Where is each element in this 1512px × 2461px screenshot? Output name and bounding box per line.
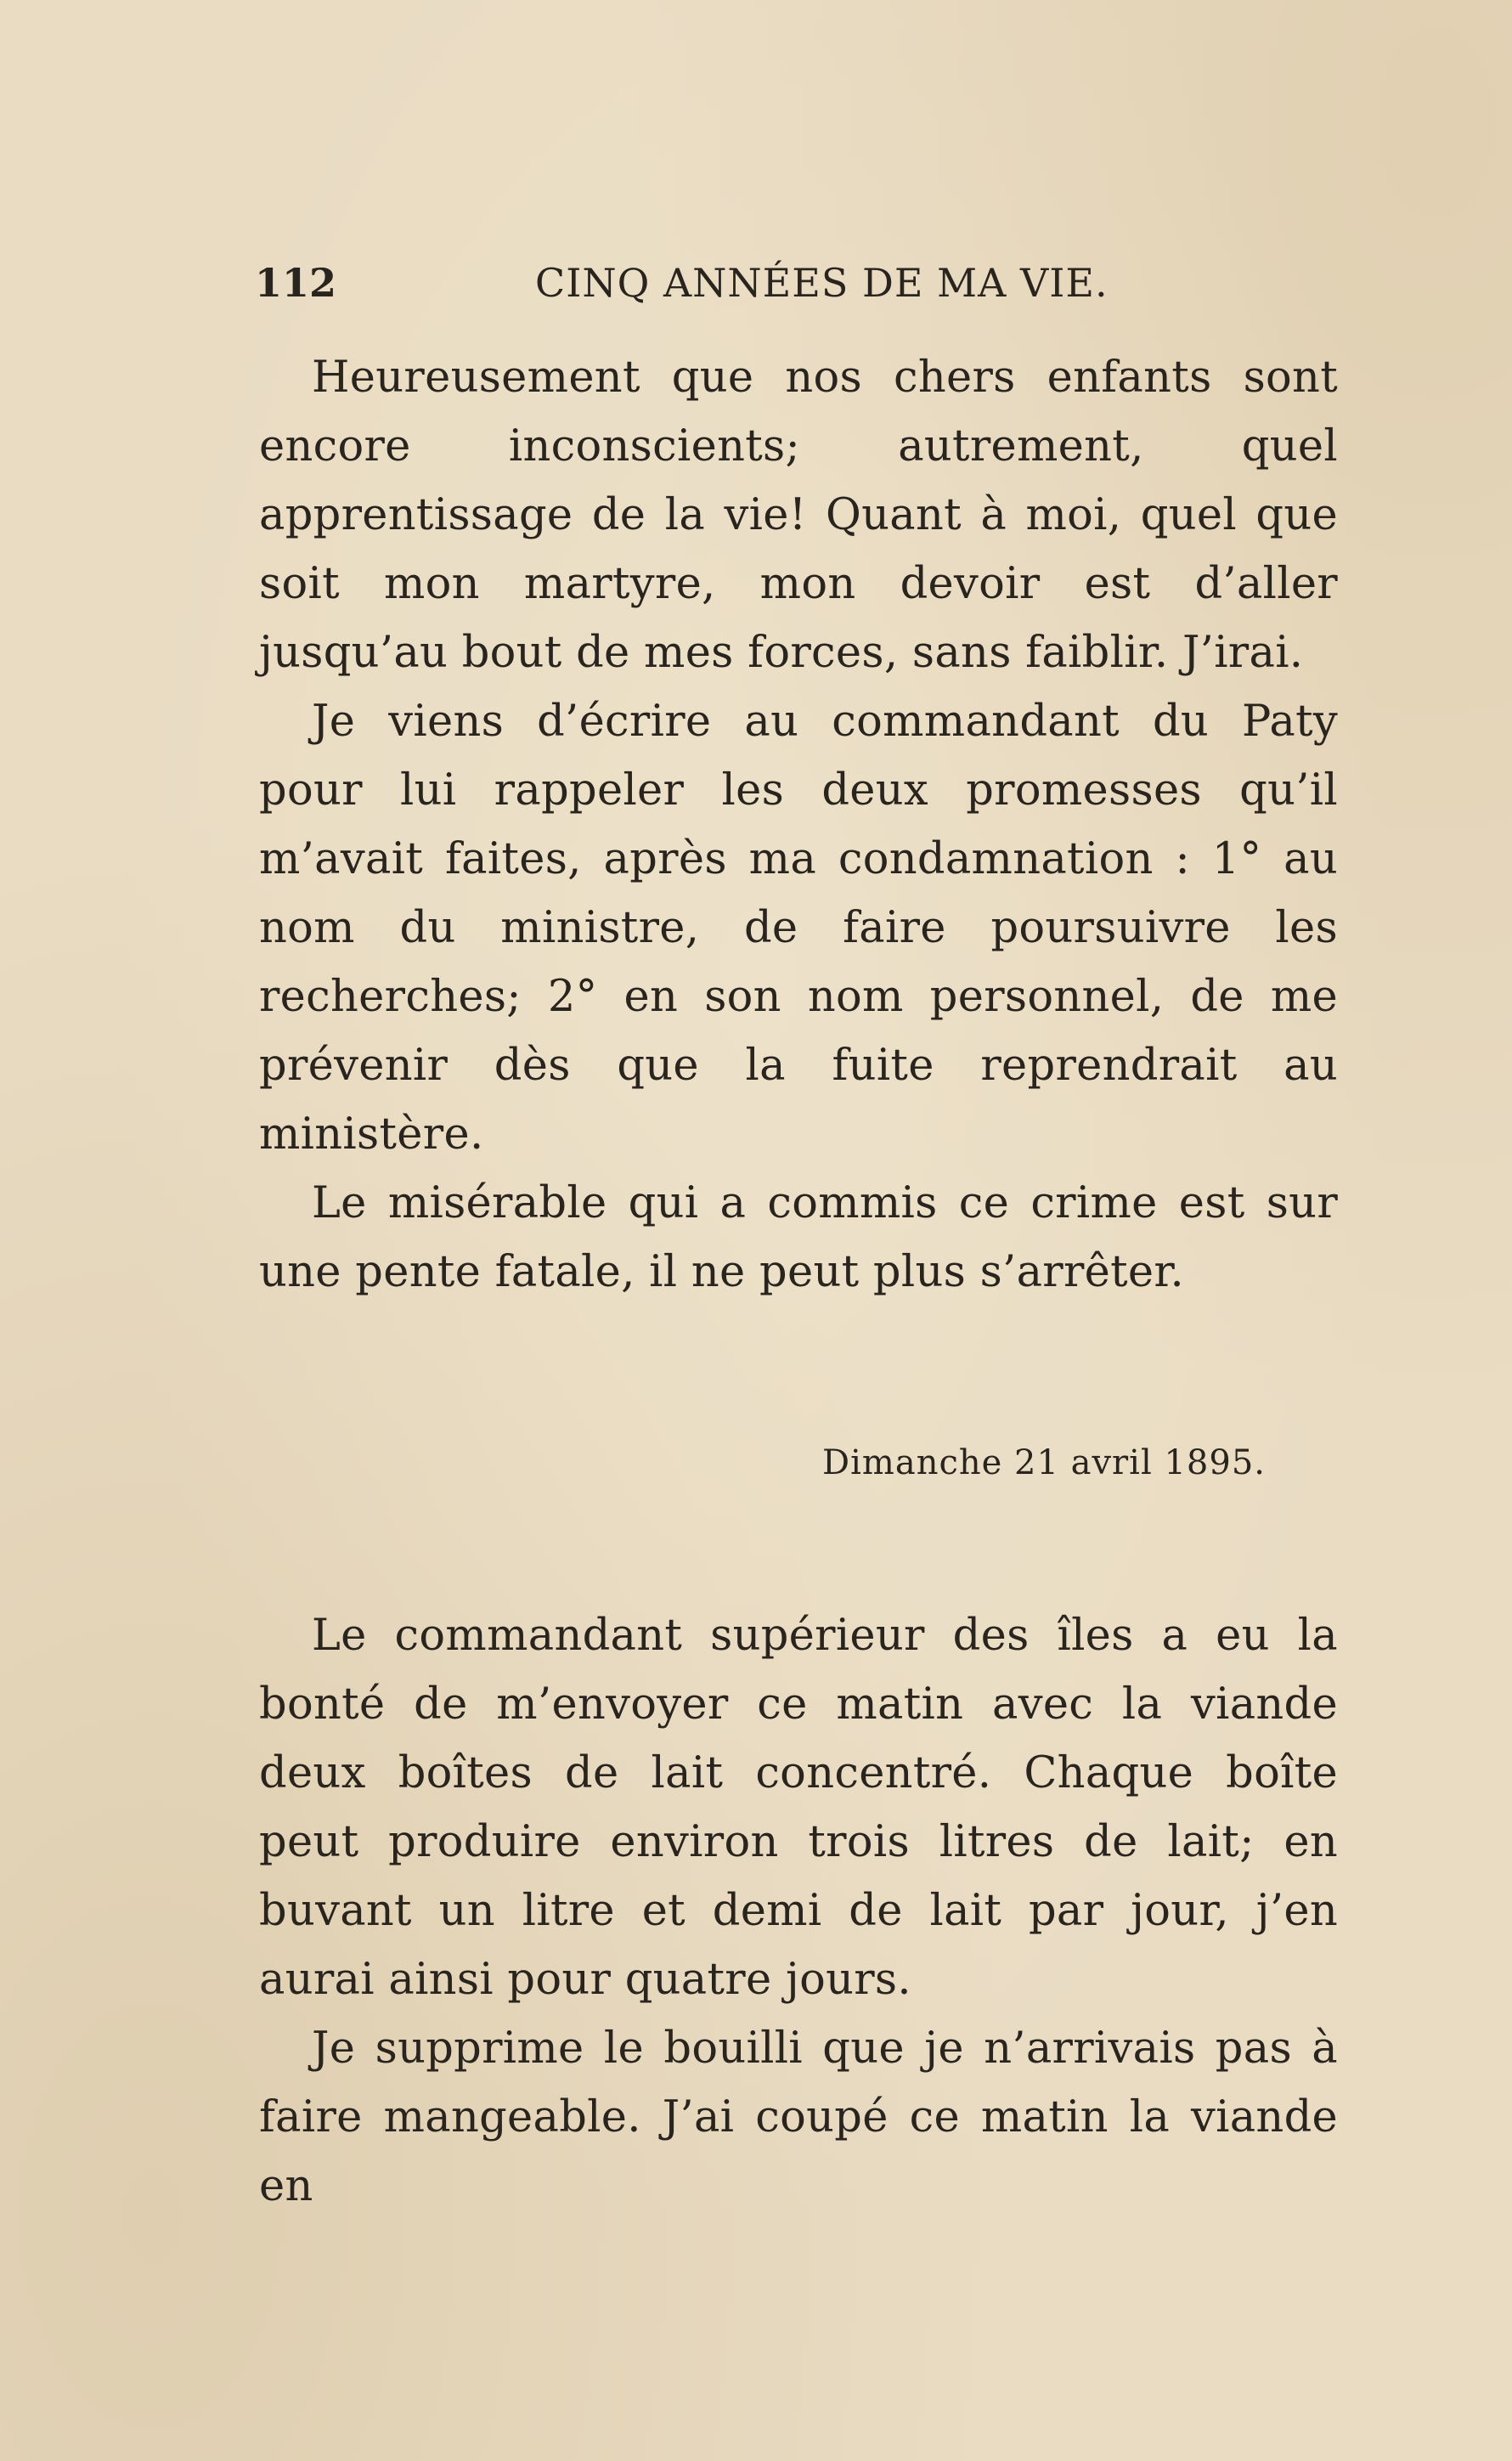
paragraph: Le commandant supérieur des îles a eu la bonté de m’envoyer ce matin avec la viande deux boîtes de lait concentré. Chaque boîte peut produire environ trois litres de lait; en buvant un litre et demi de lait par jour, j’en aurai ainsi pour quatre jours. (259, 1611, 1338, 2005)
running-header (255, 253, 1308, 313)
text-block-entry-1 (259, 343, 1338, 1307)
dateline: Dimanche 21 avril 1895. (822, 1443, 1266, 1482)
page-number: 112 (255, 260, 337, 306)
paragraph: Heureusement que nos chers enfants sont encore inconscients; autrement, quel apprentissage de la vie! Quant à moi, quel que soit mon martyre, mon devoir est d’aller jusqu’au bout de mes forces, sans faiblir. J’irai. (259, 353, 1338, 678)
paragraph: Je supprime le bouilli que je n’arrivais pas à faire mangeable. J’ai coupé ce matin la viande en (259, 2024, 1338, 2211)
text-block-entry-2 (259, 1601, 1338, 2221)
running-title: CINQ ANNÉES DE MA VIE. (535, 260, 1109, 306)
paragraph: Le misérable qui a commis ce crime est sur une pente fatale, il ne peut plus s’arrêter. (259, 1178, 1338, 1297)
paragraph: Je viens d’écrire au commandant du Paty pour lui rappeler les deux promesses qu’il m’avait faites, après ma condamnation : 1° au nom du ministre, de faire poursuivre les recherches; 2° en son nom personnel, de me prévenir dès que la fuite reprendrait au ministère. (259, 697, 1338, 1160)
